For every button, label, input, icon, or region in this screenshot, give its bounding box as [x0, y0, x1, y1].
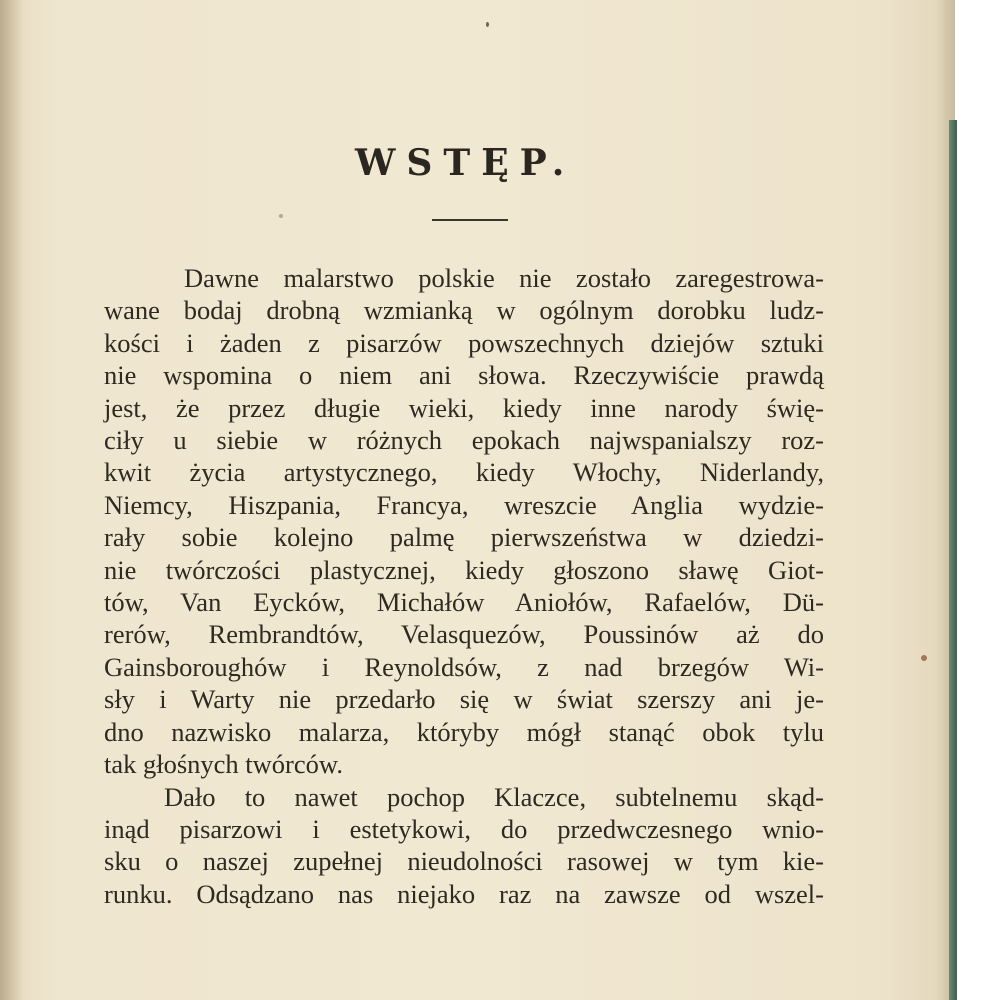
text-line: wane bodaj drobną wzmianką w ogólnym dorobku ludz-: [104, 295, 824, 326]
text-line: ciły u siebie w różnych epokach najwspanialszy roz-: [104, 425, 824, 456]
text-line: dno nazwisko malarza, któryby mógł stanąć obok tylu: [104, 716, 824, 747]
text-line: Gainsboroughów i Reynoldsów, z nad brzegów Wi-: [104, 651, 824, 682]
chapter-title: WSTĘP.: [355, 142, 576, 184]
paragraph-1: [104, 262, 824, 781]
paper-speck: [921, 655, 927, 661]
text-line: rały sobie kolejno palmę pierwszeństwa w dziedzi-: [104, 522, 824, 553]
book-cover-edge: [949, 120, 957, 1000]
body-text: [104, 262, 824, 910]
text-line: kości i żaden z pisarzów powszechnych dziejów sztuki: [104, 327, 824, 358]
text-line: rerów, Rembrandtów, Velasquezów, Poussinów aż do: [104, 619, 824, 650]
text-line: tak głośnych twórców.: [104, 749, 343, 780]
text-line: tów, Van Eycków, Michałów Aniołów, Rafaelów, Dü-: [104, 587, 824, 618]
paragraph-2: [104, 781, 824, 911]
title-divider: [432, 219, 508, 221]
text-line: inąd pisarzowi i estetykowi, do przedwczesnego wnio-: [104, 813, 824, 844]
paper-speck: [486, 22, 489, 27]
text-line: nie wspomina o niem ani słowa. Rzeczywiście prawdą: [104, 360, 824, 391]
text-line: sku o naszej zupełnej nieudolności rasowej w tym kie-: [104, 846, 824, 877]
page-gutter: [0, 0, 24, 1000]
text-line: kwit życia artystycznego, kiedy Włochy, Niderlandy,: [104, 457, 824, 488]
text-line: jest, że przez długie wieki, kiedy inne narody świę-: [104, 392, 824, 423]
text-line: Dawne malarstwo polskie nie zostało zaregestrowa-: [184, 263, 824, 293]
text-line: nie twórczości plastycznej, kiedy głoszono sławę Giot-: [104, 554, 824, 585]
paper-speck: [279, 214, 283, 218]
text-line: runku. Odsądzano nas niejako raz na zawsze od wszel-: [104, 878, 824, 909]
text-line: sły i Warty nie przedarło się w świat szerszy ani je-: [104, 684, 824, 715]
text-line: Niemcy, Hiszpania, Francya, wreszcie Anglia wydzie-: [104, 489, 824, 520]
text-line: Dało to nawet pochop Klaczce, subtelnemu skąd-: [164, 781, 824, 812]
